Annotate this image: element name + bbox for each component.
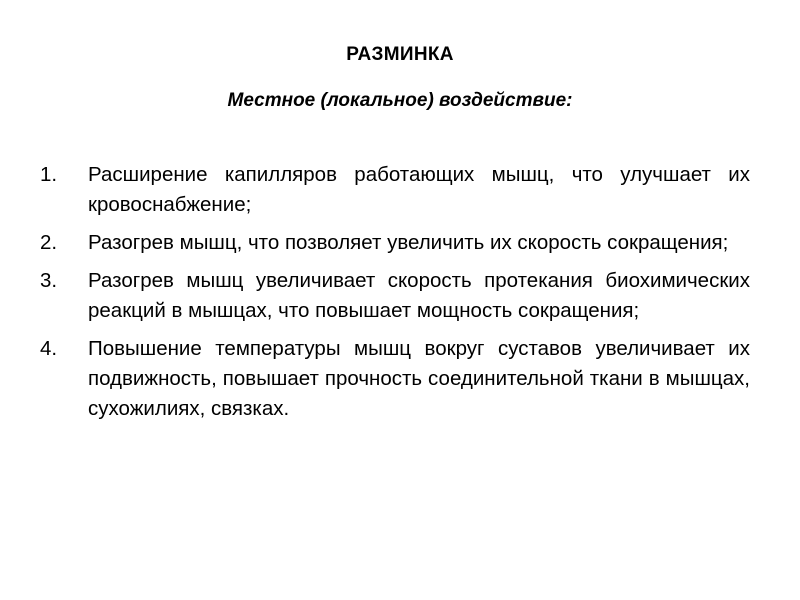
list-item — [40, 160, 750, 220]
list-item — [40, 266, 750, 326]
list-item-text: Повышение температуры мышц вокруг суставов увеличивает их подвижность, повышает прочность соединительной ткани в мышцах, сухожилиях, связках. — [88, 337, 750, 420]
list-item-text: Расширение капилляров работающих мышц, что улучшает их кровоснабжение; — [88, 163, 750, 216]
list-item-text: Разогрев мышц увеличивает скорость протекания биохимических реакций в мышцах, что повышает мощность сокращения; — [88, 269, 750, 322]
slide-subtitle: Местное (локальное) воздействие: — [227, 90, 573, 111]
list-item-number: 2. — [40, 231, 58, 254]
list-item-number: 1. — [40, 163, 58, 186]
list-item-number: 3. — [40, 269, 58, 292]
list-item-number: 4. — [40, 337, 58, 360]
effects-list — [40, 160, 750, 432]
list-item-text: Разогрев мышц, что позволяет увеличить их скорость сокращения; — [88, 231, 729, 254]
list-item — [40, 228, 750, 258]
list-item — [40, 334, 750, 424]
slide-title: РАЗМИНКА — [346, 44, 454, 65]
